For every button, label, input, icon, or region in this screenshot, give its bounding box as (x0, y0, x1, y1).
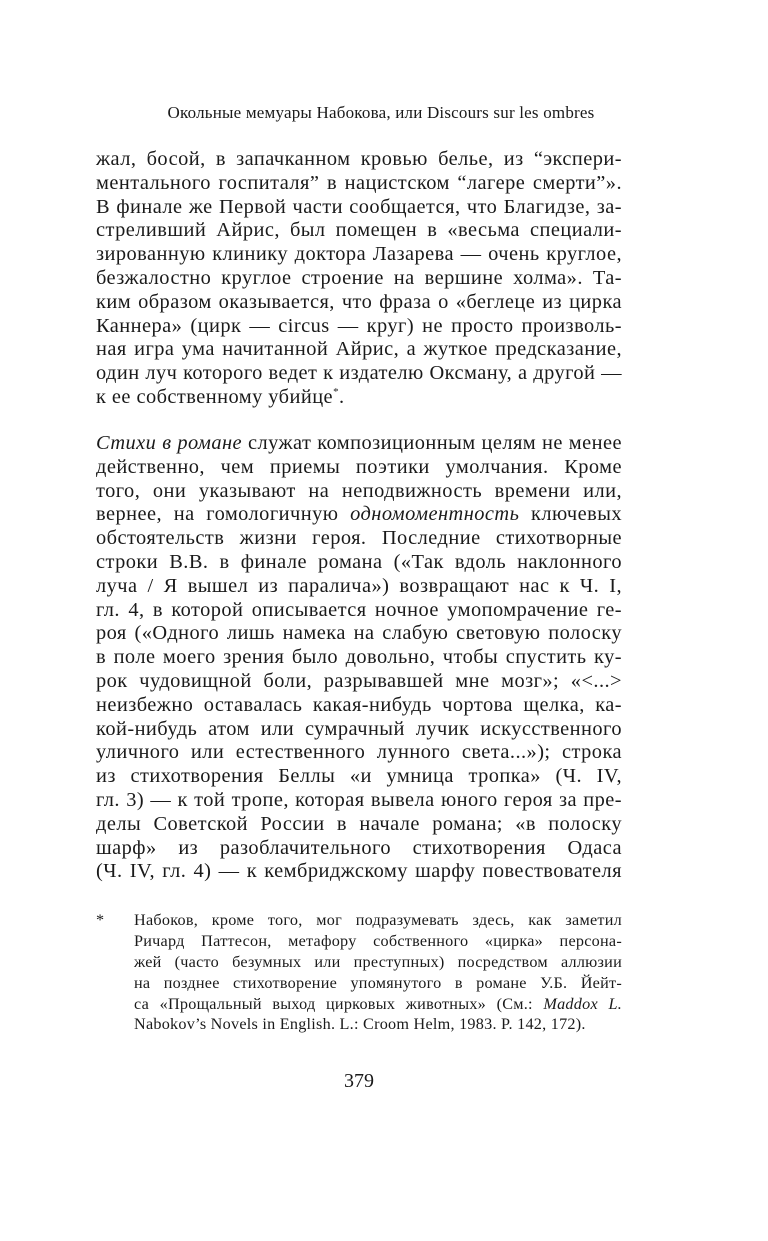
footnote-text (134, 910, 622, 1035)
text-line: кой-нибудь атом или сумрачный лучик искусственного (96, 717, 622, 740)
text-line: шарф» из разоблачительного стихотворения Одаса (96, 836, 622, 859)
text-line: роя («Одного лишь намека на слабую световую полоску (96, 622, 622, 645)
paragraph-2 (96, 432, 622, 884)
page-number: 379 (344, 1070, 374, 1092)
footnote-marker: * (96, 911, 105, 929)
footnote-line: Ричард Паттесон, метафору собственного «цирка» персона- (134, 931, 622, 950)
text-line: ментального госпиталя” в нацистском “лагере смерти”». (96, 171, 622, 194)
text-line: строки В.В. в финале романа («Так вдоль наклонного (96, 550, 622, 573)
text-line: гл. 4, в которой описывается ночное умопомрачение ге- (96, 598, 622, 621)
text-fragment: ключевых (519, 503, 623, 526)
italic-citation: Maddox L. (543, 994, 623, 1013)
footnote-line: жей (часто безумных или преступных) посредством аллюзии (134, 952, 622, 971)
text-line: один луч которого ведет к издателю Оксману, а другой — (96, 362, 622, 385)
text-line: зированную клинику доктора Лазарева — очень круглое, (96, 243, 622, 266)
text-fragment: . (339, 385, 345, 408)
text-line (96, 503, 622, 527)
footnote-line: Nabokov’s Novels in English. L.: Croom Helm, 1983. P. 142, 172). (134, 1015, 586, 1034)
text-line: жал, босой, в запачканном кровью белье, из “экспери- (96, 148, 622, 170)
text-line: ким образом оказывается, что фраза о «беглеце из цирка (96, 290, 622, 313)
text-line (96, 386, 622, 410)
text-line: (Ч. IV, гл. 4) — к кембриджскому шарфу повествователя (96, 860, 622, 883)
text-line: действенно, чем приемы поэтики умолчания. Кроме (96, 455, 622, 478)
text-fragment: са «Прощальный выход цирковых животных» (См.: (134, 994, 544, 1013)
text-line: стреливший Айрис, был помещен в «весьма специали- (96, 219, 622, 242)
footnote-reference[interactable]: * (333, 385, 340, 398)
footnote-line (134, 994, 622, 1015)
text-fragment: вернее, на гомологичную (96, 503, 351, 526)
text-fragment: служат композиционным целям не менее (242, 432, 623, 454)
text-line: уличного или естественного лунного света...»); строка (96, 741, 622, 764)
text-line: безжалостно круглое строение на вершине холма». Та- (96, 266, 622, 289)
italic-phrase: одномоментность (350, 503, 520, 526)
running-head: Окольные мемуары Набокова, или Discours sur les ombres (167, 103, 595, 122)
text-line: гл. 3) — к той тропе, которая вывела юного героя за пре- (96, 788, 622, 811)
text-line: рок чудовищной боли, разрывавшей мне мозг»; «<...> (96, 669, 622, 692)
text-line: делы Советской России в начале романа; «в полоску (96, 812, 622, 835)
text-line: В финале же Первой части сообщается, что Благидзе, за- (96, 195, 622, 218)
text-line (96, 432, 622, 456)
footnote-line: на позднее стихотворение упомянутого в романе У.Б. Йейт- (134, 973, 622, 992)
text-line: ная игра ума начитанной Айрис, а жуткое предсказание, (96, 338, 622, 361)
text-line: неизбежно оставалась какая-нибудь чортова щелка, ка- (96, 693, 622, 716)
text-fragment: к ее собственному убийце (96, 385, 334, 408)
text-line: из стихотворения Беллы «и умница тропка» (Ч. IV, (96, 765, 622, 788)
text-line: того, они указывают на неподвижность времени или, (96, 479, 622, 502)
text-line: Каннера» (цирк — circus — круг) не просто произволь- (96, 314, 622, 337)
text-line: луча / Я вышел из паралича») возвращают нас к Ч. I, (96, 574, 622, 597)
paragraph-1 (96, 148, 622, 410)
text-line: обстоятельств жизни героя. Последние стихотворные (96, 527, 622, 550)
text-line: в поле моего зрения было довольно, чтобы спустить ку- (96, 646, 622, 669)
footnote-line: Набоков, кроме того, мог подразумевать здесь, как заметил (134, 911, 622, 929)
italic-phrase: Стихи в романе (96, 432, 243, 454)
